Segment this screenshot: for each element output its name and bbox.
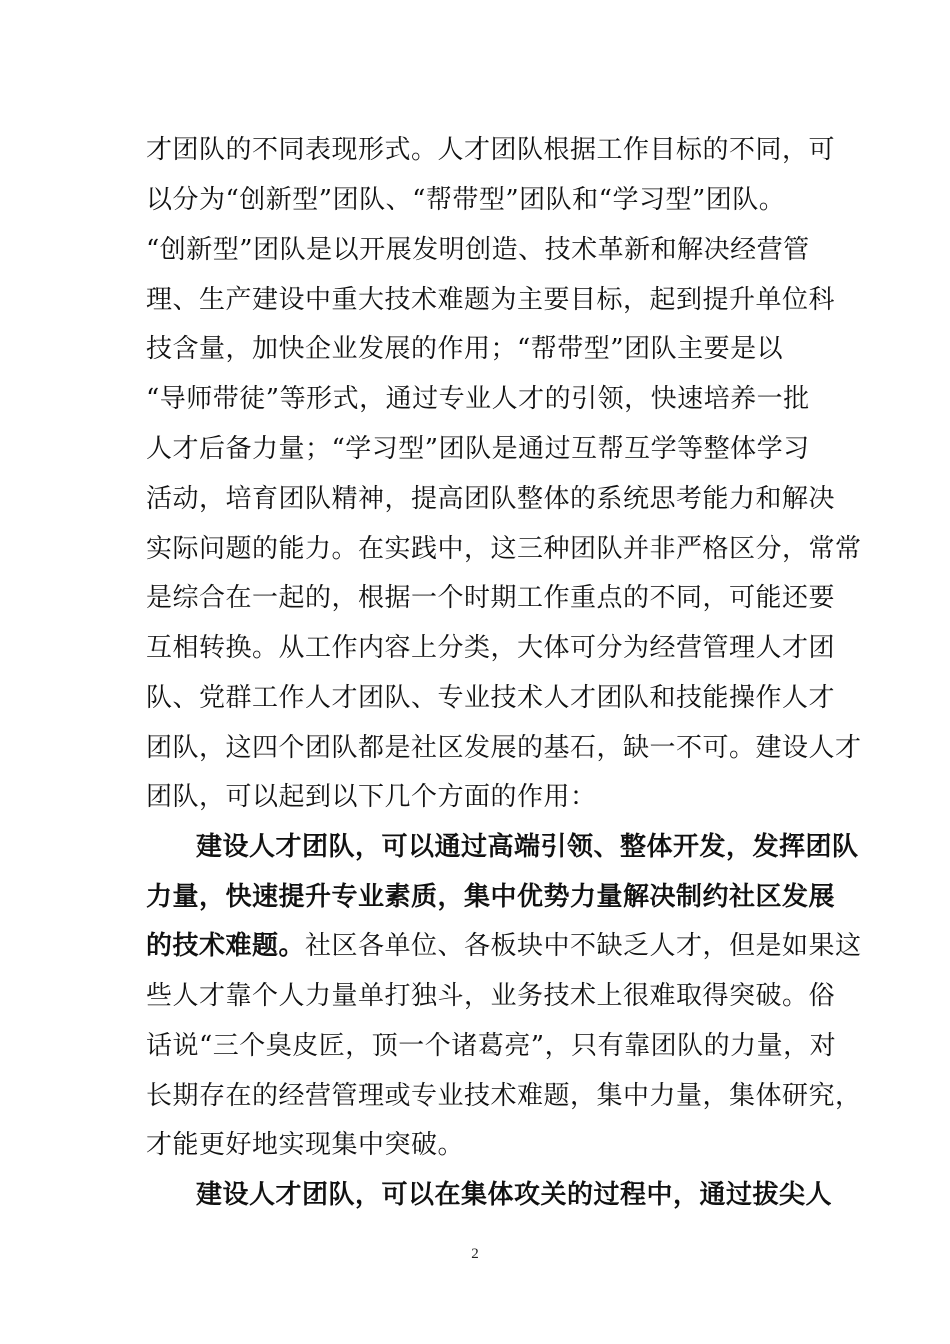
bold-heading-fragment: 的技术难题。 [146,931,306,961]
body-text-line: 活动，培育团队精神，提高团队整体的系统思考能力和解决 [146,484,836,514]
body-text-line: 理、生产建设中重大技术难题为主要目标，起到提升单位科 [146,285,836,315]
mixed-text-line [146,926,862,966]
body-text-line: 团队，这四个团队都是社区发展的基石，缺一不可。建设人才 [146,733,862,763]
bold-heading-line: 力量，快速提升专业素质，集中优势力量解决制约社区发展 [146,882,836,912]
body-text-line: 队、党群工作人才团队、专业技术人才团队和技能操作人才 [146,683,836,713]
body-text-line: 以分为“创新型”团队、“帮带型”团队和“学习型”团队。 [146,185,786,215]
body-text-line: “导师带徒”等形式，通过专业人才的引领，快速培养一批 [146,384,810,414]
body-text-line: 长期存在的经营管理或专业技术难题，集中力量，集体研究， [146,1081,862,1111]
body-text-line: 些人才靠个人力量单打独斗，业务技术上很难取得突破。俗 [146,981,836,1011]
bold-heading-line: 建设人才团队，可以通过高端引领、整体开发，发挥团队 [196,832,859,862]
body-text-line: 才团队的不同表现形式。人才团队根据工作目标的不同，可 [146,135,836,165]
body-text-line: 人才后备力量；“学习型”团队是通过互帮互学等整体学习 [146,434,810,464]
body-text-line: “创新型”团队是以开展发明创造、技术革新和解决经营管 [146,235,810,265]
body-text-line: 才能更好地实现集中突破。 [146,1130,465,1160]
body-text-line: 技含量，加快企业发展的作用；“帮带型”团队主要是以 [146,334,784,364]
body-text-line: 实际问题的能力。在实践中，这三种团队并非严格区分，常常 [146,534,862,564]
body-text-line: 是综合在一起的，根据一个时期工作重点的不同，可能还要 [146,583,836,613]
page-number: 2 [471,1246,479,1262]
bold-heading-line: 建设人才团队，可以在集体攻关的过程中，通过拔尖人 [196,1180,833,1210]
body-text-fragment: 社区各单位、各板块中不缺乏人才，但是如果这 [305,931,862,961]
body-text-line: 互相转换。从工作内容上分类，大体可分为经营管理人才团 [146,633,836,663]
body-text-line: 团队，可以起到以下几个方面的作用： [146,782,597,812]
body-text-line: 话说“三个臭皮匠，顶一个诸葛亮”，只有靠团队的力量，对 [146,1031,837,1061]
